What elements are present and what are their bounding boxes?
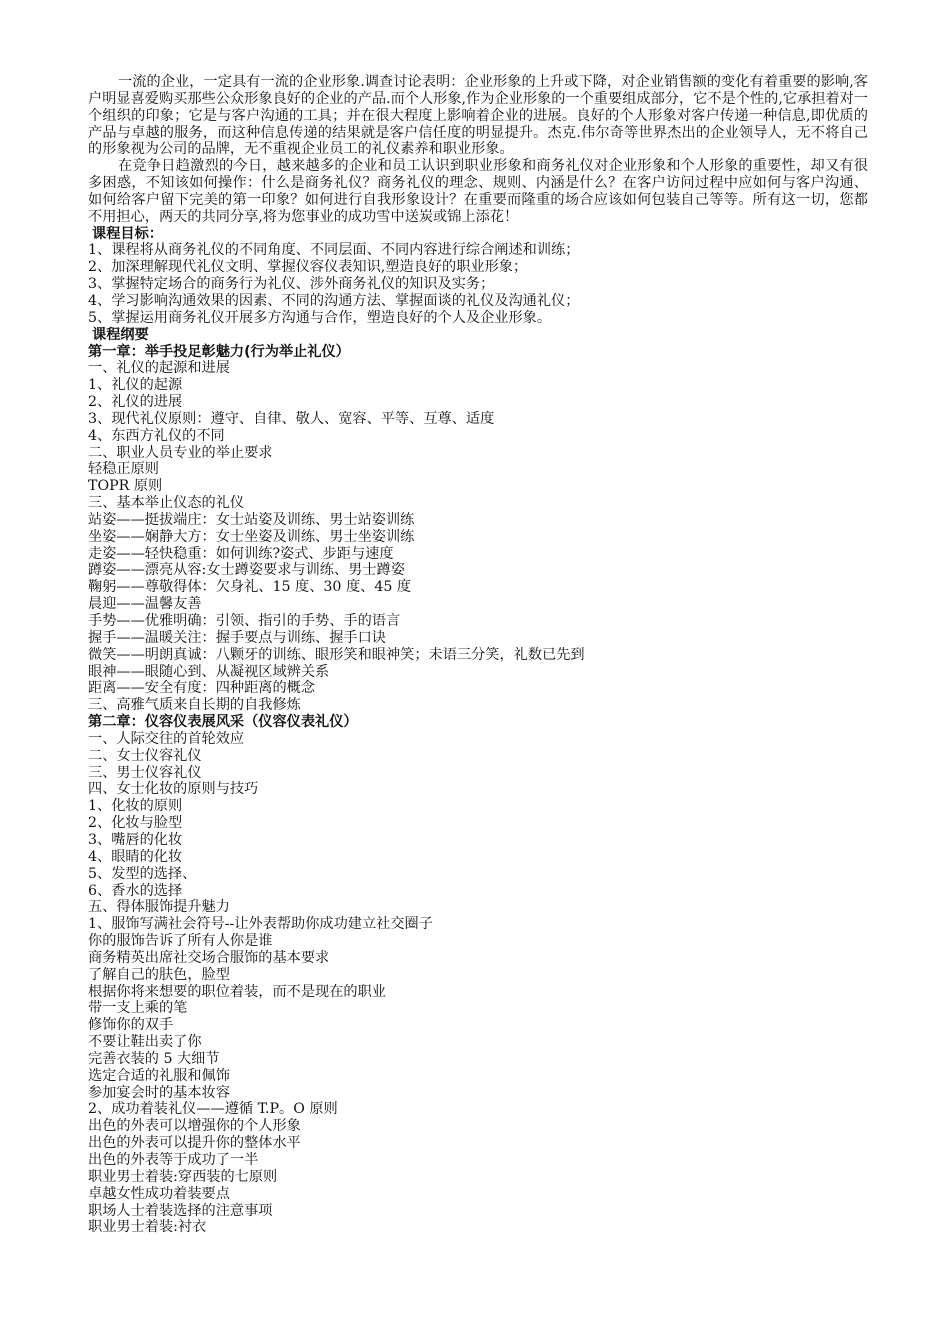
- objective-item: 2、加深理解现代礼仪文明、掌握仪容仪表知识,塑造良好的职业形象；: [88, 259, 528, 276]
- outline-line: 2、成功着装礼仪——遵循 T.P。O 原则: [88, 1101, 338, 1118]
- outline-line: 1、化妆的原则: [88, 798, 183, 815]
- outline-line: 二、女士仪容礼仪: [88, 747, 202, 764]
- outline-line: 职业男士着装:穿西装的七原则: [88, 1168, 278, 1185]
- outline-line: 出色的外表可以提升你的整体水平: [88, 1135, 301, 1152]
- outline-line: 2、礼仪的进展: [88, 394, 183, 411]
- outline-line: 卓越女性成功着装要点: [88, 1185, 230, 1202]
- outline-line: 出色的外表可以增强你的个人形象: [88, 1118, 301, 1135]
- outline-line: 一、礼仪的起源和进展: [88, 360, 230, 377]
- outline-line: 微笑——明朗真诚：八颗牙的训练、眼形笑和眼神笑；未语三分笑，礼数已先到: [88, 646, 585, 663]
- outline-line: 鞠躬——尊敬得体：欠身礼、15 度、30 度、45 度: [88, 579, 412, 596]
- outline-line: 完善衣装的 5 大细节: [88, 1050, 220, 1067]
- outline-line: 你的服饰告诉了所有人你是谁: [88, 933, 273, 950]
- outline-line: 轻稳正原则: [88, 461, 159, 478]
- outline-line: 出色的外表等于成功了一半: [88, 1152, 259, 1168]
- outline-line: 四、女士化妆的原则与技巧: [88, 781, 259, 798]
- outline-line: 职业男士着装:衬衣: [88, 1219, 207, 1236]
- outline-line: 走姿——轻快稳重：如何训练?姿式、步距与速度: [88, 545, 394, 562]
- objectives-list: [88, 242, 868, 326]
- outline-line: 修饰你的双手: [88, 1017, 174, 1034]
- outline-line: 2、化妆与脸型: [88, 815, 183, 832]
- outline-line: 坐姿——娴静大方：女士坐姿及训练、男士坐姿训练: [88, 528, 415, 545]
- outline-line: 手势——优雅明确：引领、指引的手势、手的语言: [88, 613, 401, 629]
- outline-line: 参加宴会时的基本妆容: [88, 1084, 230, 1101]
- outline-line: TOPR 原则: [88, 478, 163, 495]
- intro-paragraph-1: 一流的企业，一定具有一流的企业形象.调查讨论表明：企业形象的上升或下降，对企业销售额的变化有着重要的影响,客户明显喜爱购买那些公众形象良好的企业的产品.而个人形象,作为企业形象的一个重要组成部分，它不是个性的,它承担着对一个组织的印象；它是与客户沟通的工具；并在很大程度上影响着企业的进展。良好的个人形象对客户传递一种信息,即优质的产品与卓越的服务，而这种信息传递的结果就是客户信任度的明显提升。杰克.伟尔奇等世界杰出的企业领导人，无不将自己的形象视为公司的品牌，无不重视企业员工的礼仪素养和职业形象。: [88, 74, 868, 158]
- outline-line: 职场人士着装选择的注意事项: [88, 1202, 273, 1219]
- objective-item: 1、课程将从商务礼仪的不同角度、不同层面、不同内容进行综合阐述和训练；: [88, 242, 580, 259]
- objectives-heading: 课程目标：: [92, 225, 163, 242]
- outline-line: 三、高雅气质来自长期的自我修炼: [88, 697, 301, 714]
- objective-item: 3、掌握特定场合的商务行为礼仪、涉外商务礼仪的知识及实务；: [88, 276, 495, 293]
- outline-line: 蹲姿——漂亮从容:女士蹲姿要求与训练、男士蹲姿: [88, 562, 405, 579]
- outline-line: 选定合适的礼服和佩饰: [88, 1067, 230, 1084]
- outline-line: 距离——安全有度：四种距离的概念: [88, 680, 316, 697]
- chapter-1-title: 第一章：举手投足彰魅力(行为举止礼仪）: [88, 343, 350, 360]
- outline-line: 三、男士仪容礼仪: [88, 764, 202, 781]
- outline-line: 握手——温暖关注：握手要点与训练、握手口诀: [88, 629, 386, 646]
- outline-line: 商务精英出席社交场合服饰的基本要求: [88, 949, 330, 966]
- outline-line: 带一支上乘的笔: [88, 1000, 188, 1017]
- chapter-1-lines: [88, 360, 868, 714]
- outline-line: 4、眼睛的化妆: [88, 848, 183, 865]
- outline-line: 4、东西方礼仪的不同: [88, 427, 225, 444]
- outline-line: 站姿——挺拔端庄：女士站姿及训练、男士站姿训练: [88, 511, 415, 528]
- document-page: [88, 74, 868, 1236]
- outline-line: 了解自己的肤色，脸型: [88, 966, 230, 983]
- outline-line: 不要让鞋出卖了你: [88, 1034, 202, 1051]
- outline-line: 三、基本举止仪态的礼仪: [88, 495, 245, 512]
- outline-line: 五、得体服饰提升魅力: [88, 899, 230, 916]
- outline-line: 3、嘴唇的化妆: [88, 831, 183, 848]
- outline-heading: 课程纲要: [92, 326, 149, 343]
- outline-line: 二、职业人员专业的举止要求: [88, 444, 273, 461]
- outline-line: 眼神——眼随心到、从凝视区域辨关系: [88, 663, 330, 680]
- chapter-2-lines: [88, 731, 868, 1236]
- outline-line: 6、香水的选择: [88, 882, 183, 899]
- outline-line: 3、现代礼仪原则：遵守、自律、敬人、宽容、平等、互尊、适度: [88, 410, 495, 427]
- outline-line: 晨迎——温馨友善: [88, 596, 202, 613]
- outline-line: 1、服饰写满社会符号--让外表帮助你成功建立社交圈子: [88, 916, 433, 933]
- outline-line: 1、礼仪的起源: [88, 377, 183, 394]
- intro-paragraph-2: 在竞争日趋激烈的今日，越来越多的企业和员工认识到职业形象和商务礼仪对企业形象和个人形象的重要性，却又有很多困惑，不知该如何操作：什么是商务礼仪？商务礼仪的理念、规则、内涵是什么？在客户访问过程中应如何与客户沟通、如何给客户留下完美的第一印象？如何进行自我形象设计？在重要而隆重的场合应该如何包装自己等等。所有这一切，您都不用担心，两天的共同分享,将为您事业的成功雪中送炭或锦上添花！: [88, 158, 868, 225]
- objective-item: 4、学习影响沟通效果的因素、不同的沟通方法、掌握面谈的礼仪及沟通礼仪；: [88, 292, 580, 309]
- outline-line: 根据你将来想要的职位着装，而不是现在的职业: [88, 983, 386, 1000]
- objective-item: 5、掌握运用商务礼仪开展多方沟通与合作，塑造良好的个人及企业形象。: [88, 309, 552, 326]
- outline-line: 一、人际交往的首轮效应: [88, 730, 245, 747]
- outline-line: 5、发型的选择、: [88, 865, 197, 882]
- chapter-2-title: 第二章：仪容仪表展风采（仪容仪表礼仪）: [88, 714, 358, 731]
